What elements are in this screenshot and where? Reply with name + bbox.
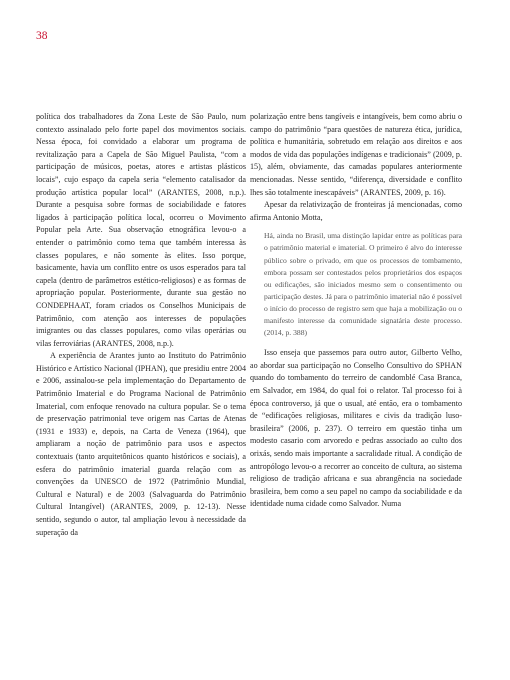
paragraph: polarização entre bens tangíveis e intangíveis, bem como abriu o campo do patrimônio “para questões de natureza ética, jurídica, política e humanitária, sobretudo em relação aos direitos e aos modos de vida das populações indígenas e tradicionais” (2009, p. 15), além, obviamente, das camadas populares anteriormente mencionadas. Nesse sentido, “diferença, diversidade e conflito lhes são totalmente inescapáveis” (ARANTES, 2009, p. 16).: [250, 112, 462, 197]
paragraph: Isso enseja que passemos para outro autor, Gilberto Velho, ao abordar sua participação no Conselho Consultivo do SPHAN quando do tombamento do terreiro de candomblé Casa Branca, em Salvador, em 1984, do qual foi o relator. Tal processo foi à época controverso, já que o usual, até então, era o tombamento de “edificações religiosas, militares e civis da tradição luso-brasileira” (2006, p. 237). O terreiro em questão tinha um modesto casario com arvoredo e pedras associado ao culto dos orixás, sendo mais importante a sacralidade ritual. A condição de antropólogo levou-o a recorrer ao conceito de cultura, ao sistema religioso de tradição africana e sua abrangência na sociedade brasileira, bem como a seu papel no campo da sociabilidade e da identidade numa cidade como Salvador. Numa: [250, 348, 462, 509]
paragraph: política dos trabalhadores da Zona Leste de São Paulo, num contexto assinalado pelo forte papel dos movimentos sociais. Nessa época, foi convidado a elaborar um programa de revitalização para a Capela de São Miguel Paulista, “com a participação de músicos, poetas, atores e artistas plásticos locais”, cujo espaço da capela seria “elemento catalisador da produção artística popular local” (ARANTES, 2008, n.p.). Durante a pesquisa sobre formas de sociabilidade e fatores ligados à participação política local, ocorreu o Movimento Popular pela Arte. Sua observação etnográfica levou-o a entender o patrimônio como tema que também interessa às classes populares, e não somente às elites. Isso porque, basicamente, havia um conflito entre os usos esperados para tal capela (dentro de parâmetros estético-religiosos) e as formas de apropriação popular. Posteriormente, durante sua gestão no CONDEPHAAT, foram criados os Conselhos Municipais de Patrimônio, com atenção aos interesses de populações imigrantes ou das classes populares, como vilas operárias ou vilas ferroviárias (ARANTES, 2008, n.p.).: [36, 112, 246, 348]
block-quote: Há, ainda no Brasil, uma distinção lapidar entre as políticas para o patrimônio material e imaterial. O primeiro é alvo do interesse público sobre o privado, em que os processos de tombamento, embora possam ser contestados pelos proprietários dos espaços ou edificações, são iniciados mesmo sem o consentimento ou participação destes. Já para o patrimônio imaterial não é possível o início do processo de registro sem que haja a mobilização ou o manifesto interesse da comunidade signatária deste processo. (2014, p. 388): [264, 231, 462, 338]
left-column: [36, 111, 246, 539]
paragraph: A experiência de Arantes junto ao Instituto do Patrimônio Histórico e Artístico Nacional (IPHAN), que presidiu entre 2004 e 2006, assinalou-se pela implementação do Departamento de Patrimônio Imaterial e do Programa Nacional de Patrimônio Imaterial, com enfoque renovado na cultura popular. Se o tema de preservação patrimonial teve origem nas Cartas de Atenas (1931 e 1933) e, depois, na Carta de Veneza (1964), que ampliaram a noção de patrimônio para usos e aspectos contextuais (tanto arquitetônicos quanto históricos e sociais), a esfera do patrimônio imaterial guarda relação com as convenções da UNESCO de 1972 (Patrimônio Mundial, Cultural e Natural) e de 2003 (Salvaguarda do Patrimônio Cultural Intangível) (ARANTES, 2009, p. 12-13). Nesse sentido, segundo o autor, tal ampliação levou à necessidade da superação da: [36, 351, 246, 537]
right-column: [250, 111, 462, 511]
paragraph: Apesar da relativização de fronteiras já mencionadas, como afirma Antonio Motta,: [250, 200, 462, 222]
page-number: 38: [36, 30, 48, 42]
